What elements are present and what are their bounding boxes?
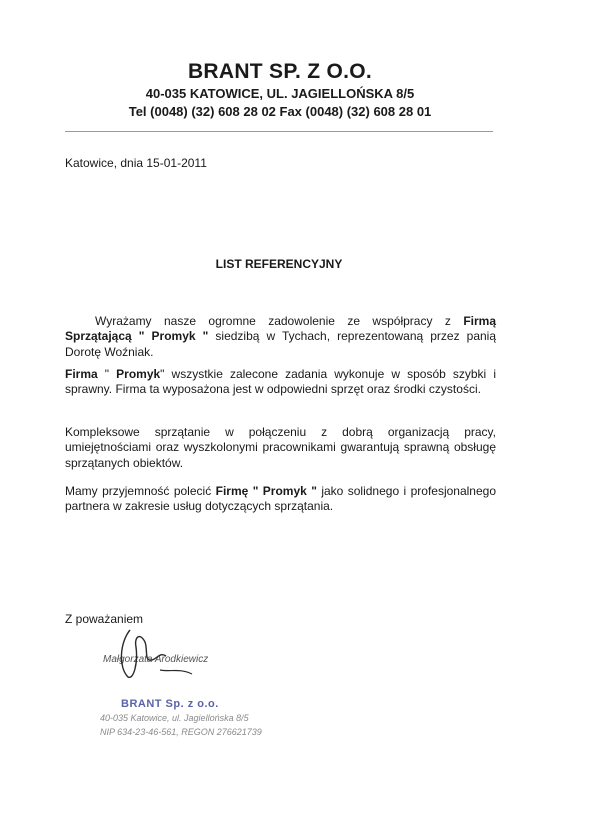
paragraph-1-company: Firmą Sprzątającą " Promyk ": [65, 314, 496, 344]
stamp-company-name: BRANT Sp. z o.o.: [121, 698, 219, 710]
date-line: Katowice, dnia 15-01-2011: [65, 156, 207, 170]
header-divider: [65, 131, 493, 132]
paragraph-2: [65, 367, 496, 398]
paragraph-2-promyk: Promyk: [116, 367, 161, 381]
company-phones: Tel (0048) (32) 608 28 02 Fax (0048) (32) 608 28 01: [128, 104, 432, 119]
paragraph-2-text-d: " wszystkie zalecone zadania wykonuje w sposób szybki i sprawny. Firma ta wyposażona jest w odpowiedni sprzęt oraz środki czystości.: [65, 367, 496, 397]
company-address: 40-035 KATOWICE, UL. JAGIELLOŃSKA 8/5: [145, 86, 415, 101]
stamp-address: 40-035 Katowice, ul. Jagiellońska 8/5: [100, 713, 249, 723]
paragraph-4-text-c: jako solidnego i profesjonalnego partnera w zakresie usług dotyczących sprzątania.: [65, 484, 497, 514]
paragraph-2-quote: ": [97, 367, 117, 381]
stamp-tax-ids: NIP 634-23-46-561, REGON 276621739: [100, 727, 262, 737]
paragraph-1: [65, 314, 496, 360]
handwritten-signature: [100, 622, 210, 682]
paragraph-2-firma: Firma: [65, 367, 98, 381]
paragraph-1-text-a: Wyrażamy nasze ogromne zadowolenie ze współpracy z: [95, 314, 464, 328]
paragraph-1-text-c: siedzibą w Tychach, reprezentowaną przez panią Dorotę Woźniak.: [65, 329, 497, 359]
signature-printed-name: Małgorzata Arodkiewicz: [103, 654, 209, 665]
paragraph-3: Kompleksowe sprzątanie w połączeniu z dobrą organizacją pracy, umiejętnościami oraz wyszkolonymi pracownikami gwarantują sprawną obsługę sprzątanych obiektów.: [65, 425, 496, 470]
paragraph-4-company: Firmę " Promyk ": [215, 484, 317, 498]
paragraph-4: [65, 484, 496, 515]
document-title: LIST REFERENCYJNY: [215, 257, 343, 271]
company-name: BRANT SP. Z O.O.: [187, 60, 373, 83]
closing-line: Z poważaniem: [65, 612, 144, 626]
paragraph-4-text-a: Mamy przyjemność polecić: [65, 484, 216, 498]
